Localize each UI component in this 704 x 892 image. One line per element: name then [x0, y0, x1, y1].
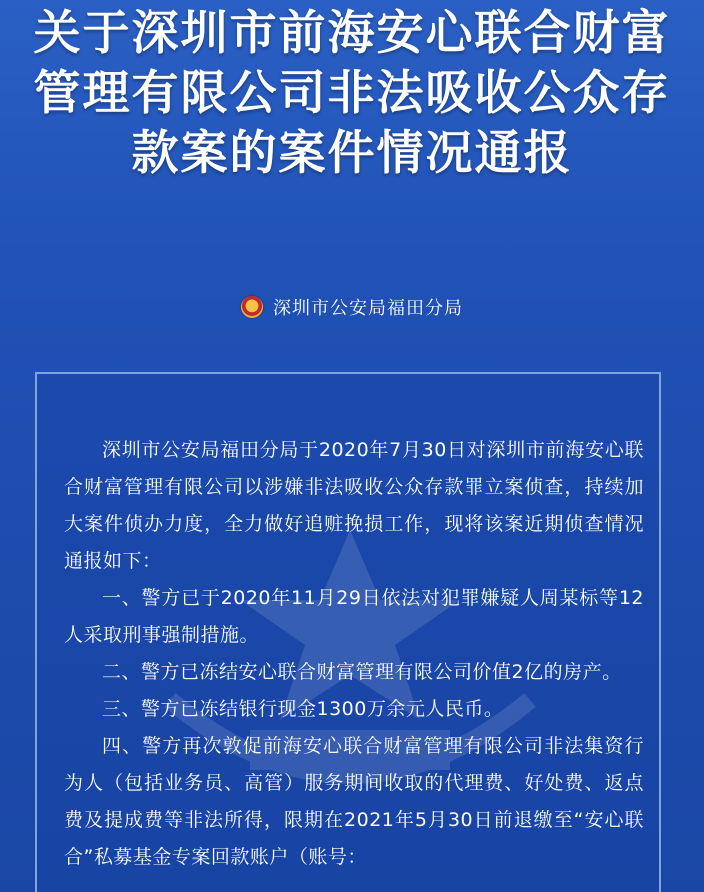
source-line	[0, 294, 704, 320]
paragraph-item-3: 三、警方已冻结银行现金1300万余元人民币。	[102, 698, 504, 720]
page-title: 关于深圳市前海安心联合财富管理有限公司非法吸收公众存款案的案件情况通报	[33, 6, 671, 181]
paragraph-item-2: 二、警方已冻结安心联合财富管理有限公司价值2亿的房产。	[102, 661, 622, 683]
paragraph-intro: 深圳市公安局福田分局于2020年7月30日对深圳市前海安心联合财富管理有限公司以涉嫌非法吸收公众存款罪立案侦查，持续加大案件侦办力度，全力做好追赃挽损工作，现将该案近期侦查情况通报如下：	[64, 439, 644, 572]
paragraph-item-1: 一、警方已于2020年11月29日依法对犯罪嫌疑人周某标等12人采取刑事强制措施。	[64, 587, 644, 646]
source-text: 深圳市公安局福田分局	[273, 298, 463, 319]
paragraph-item-4: 四、警方再次敦促前海安心联合财富管理有限公司非法集资行为人（包括业务员、高管）服务期间收取的代理费、好处费、返点费及提成费等非法所得，限期在2021年5月30日前退缴至“安心联合”私募基金专案回款账户（账号：	[64, 735, 644, 868]
notice-body	[64, 432, 644, 876]
police-emblem-icon	[241, 296, 263, 318]
